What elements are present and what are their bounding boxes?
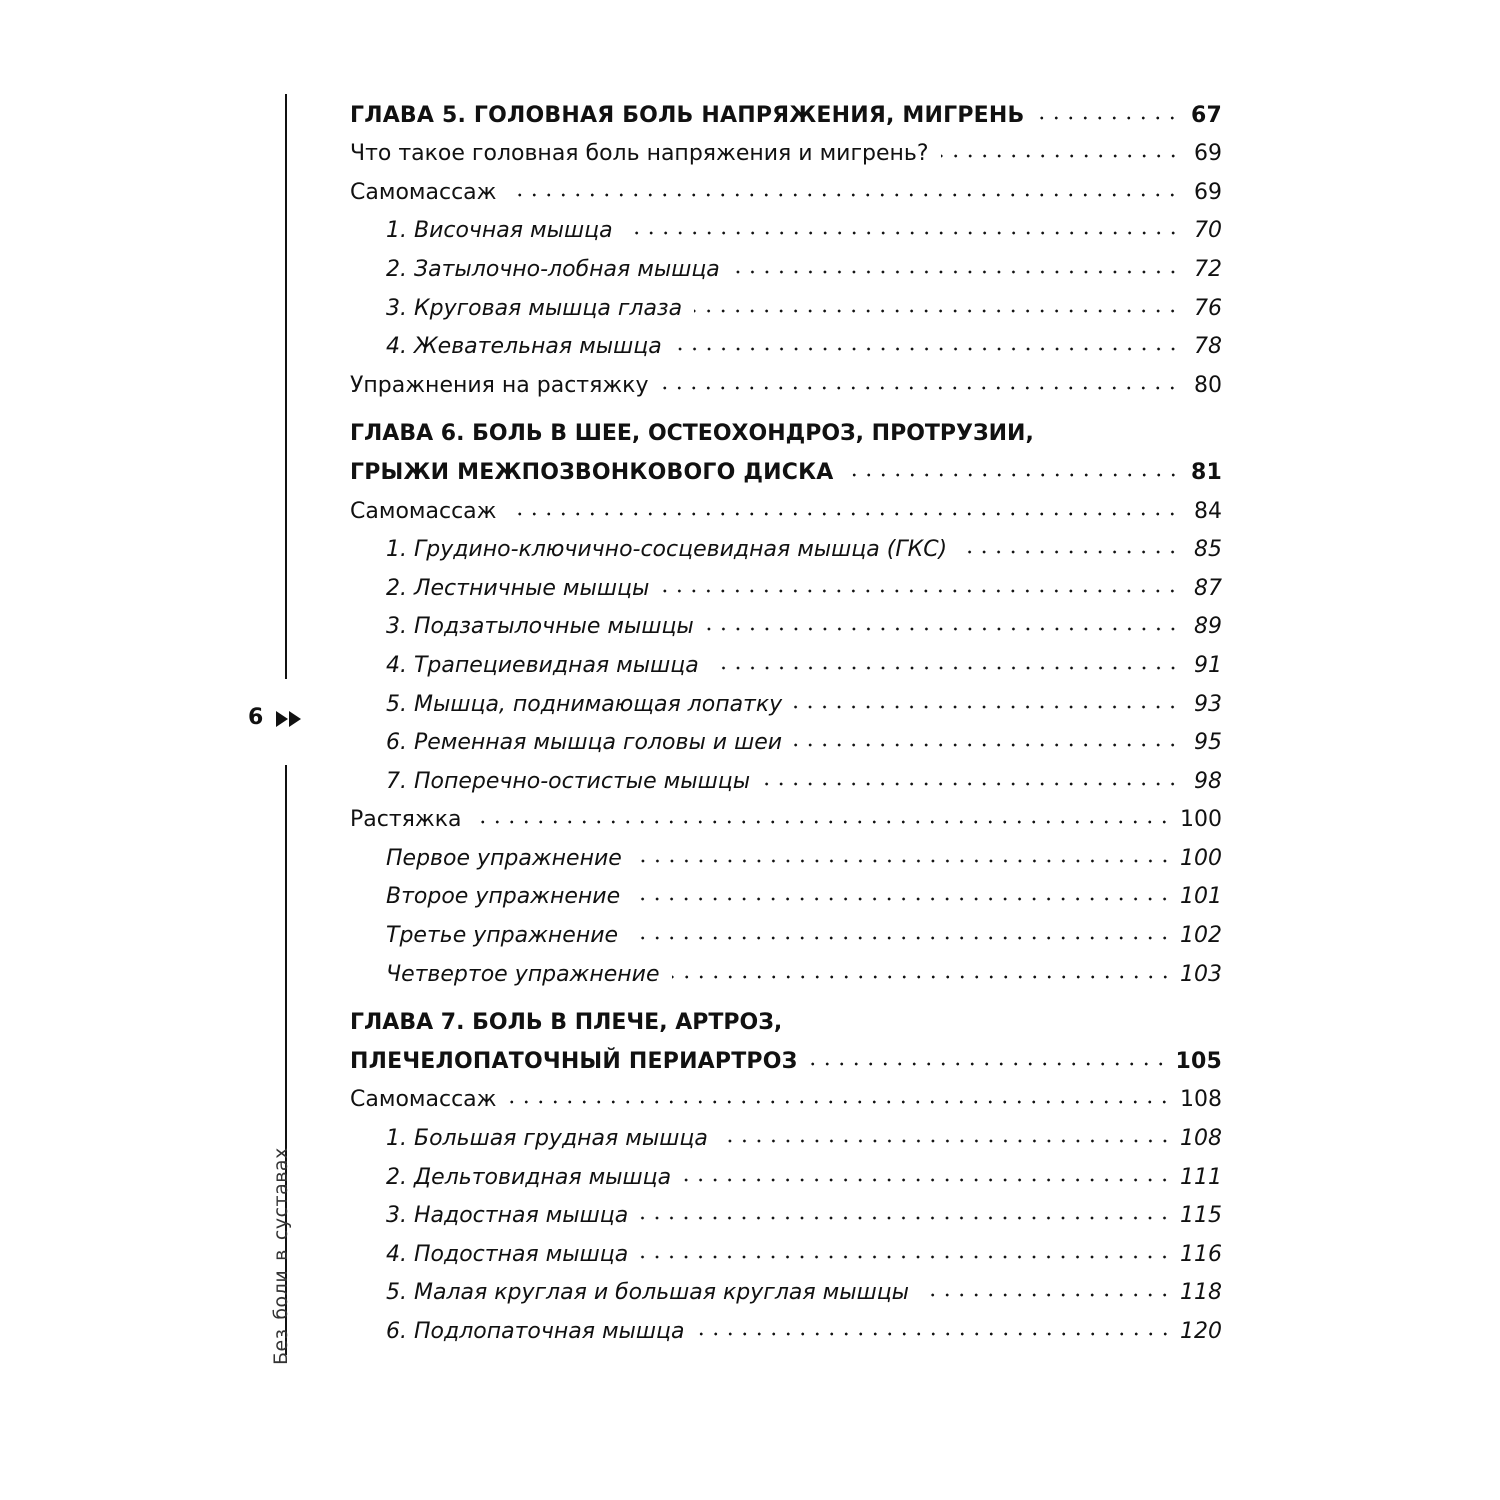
toc-entry[interactable]: Самомассаж 84 xyxy=(350,498,1222,524)
toc-entry[interactable]: Самомассаж 69 xyxy=(350,179,1222,205)
spine-word: суставах xyxy=(270,1147,292,1241)
spine-word: боли xyxy=(270,1269,292,1320)
spine-word: Без xyxy=(270,1328,292,1365)
toc-subentry[interactable]: 7. Поперечно-остистые мышцы 98 xyxy=(386,768,1222,794)
toc-subentry[interactable]: Второе упражнение 101 xyxy=(386,884,1222,910)
toc-subentry[interactable]: 3. Подзатылочные мышцы 89 xyxy=(386,614,1222,640)
toc-subentry[interactable]: 3. Круговая мышца глаза 76 xyxy=(386,295,1222,321)
toc-subentry[interactable]: 4. Жевательная мышца 78 xyxy=(386,334,1222,360)
toc-subentry[interactable]: 4. Трапециевидная мышца 91 xyxy=(386,652,1222,678)
toc-chapter-heading: ГЛАВА 7. БОЛЬ В ПЛЕЧЕ, АРТРОЗ, xyxy=(350,1010,783,1036)
toc-subentry[interactable]: 6. Подлопаточная мышца 120 xyxy=(386,1319,1222,1344)
toc-subentry[interactable]: 1. Височная мышца 70 xyxy=(386,218,1222,244)
toc-subentry[interactable]: 4. Подостная мышца 116 xyxy=(386,1241,1222,1267)
toc-subentry[interactable]: Третье упражнение 102 xyxy=(386,923,1222,949)
toc-subentry[interactable]: 2. Лестничные мышцы 87 xyxy=(386,575,1222,601)
toc-subentry[interactable]: 5. Мышца, поднимающая лопатку 93 xyxy=(386,691,1222,717)
toc-entry[interactable]: Упражнения на растяжку 80 xyxy=(350,372,1222,398)
vertical-rule-top xyxy=(285,94,287,679)
toc-chapter-heading: ГЛАВА 6. БОЛЬ В ШЕЕ, ОСТЕОХОНДРОЗ, ПРОТРУЗИИ, xyxy=(350,421,1034,447)
toc-subentry[interactable]: 1. Большая грудная мышца 108 xyxy=(386,1126,1222,1152)
toc-subentry[interactable]: 2. Затылочно-лобная мышца 72 xyxy=(386,256,1222,282)
toc-subentry[interactable]: 3. Надостная мышца 115 xyxy=(386,1203,1222,1229)
page-number: 6 xyxy=(248,705,264,730)
toc-entry[interactable]: Самомассаж 108 xyxy=(350,1087,1222,1113)
toc-subentry[interactable]: 6. Ременная мышца головы и шеи 95 xyxy=(386,730,1222,756)
spine-word: в xyxy=(270,1249,292,1261)
toc-subentry[interactable]: 5. Малая круглая и большая круглая мышцы 118 xyxy=(386,1280,1222,1306)
toc-subentry[interactable]: 2. Дельтовидная мышца 111 xyxy=(386,1164,1222,1190)
toc-chapter[interactable]: ГЛАВА 5. ГОЛОВНАЯ БОЛЬ НАПРЯЖЕНИЯ, МИГРЕНЬ 67 xyxy=(350,102,1222,128)
table-of-contents xyxy=(350,92,1222,1347)
spine-title xyxy=(270,1138,292,1365)
toc-entry[interactable]: Растяжка 100 xyxy=(350,807,1222,833)
toc-chapter[interactable]: ГРЫЖИ МЕЖПОЗВОНКОВОГО ДИСКА 81 xyxy=(350,459,1222,485)
toc-entry[interactable]: Что такое головная боль напряжения и мигрень? 69 xyxy=(350,141,1222,167)
toc-subentry[interactable]: Четвертое упражнение 103 xyxy=(386,961,1222,987)
toc-chapter[interactable]: ПЛЕЧЕЛОПАТОЧНЫЙ ПЕРИАРТРОЗ 105 xyxy=(350,1048,1222,1074)
toc-subentry[interactable]: 1. Грудино-ключично-сосцевидная мышца (ГКС) 85 xyxy=(386,537,1222,563)
toc-subentry[interactable]: Первое упражнение 100 xyxy=(386,845,1222,871)
double-arrow-icon xyxy=(276,711,304,727)
